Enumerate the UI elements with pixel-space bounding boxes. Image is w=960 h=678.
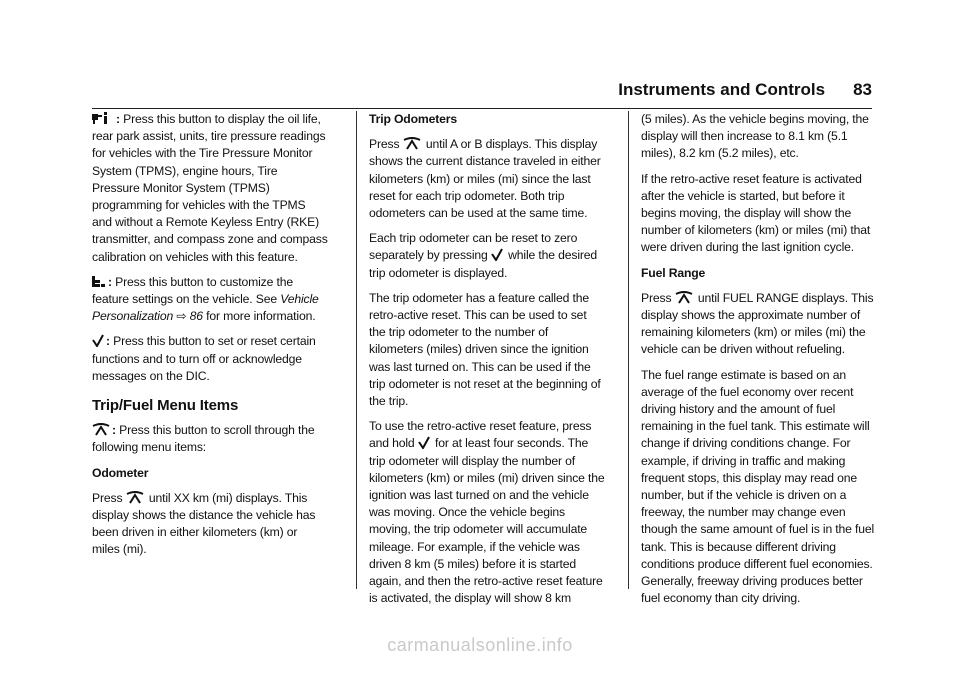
column-2 [369, 111, 605, 615]
paragraph-fuel-1: (5 miles). As the vehicle begins moving, the display will then increase to 8.1 km (5.1 miles), 8.2 km (5.2 miles), etc. [641, 112, 869, 161]
personalization-text-b: for more information. [202, 309, 316, 324]
paragraph-fuel-3 [641, 290, 877, 359]
select-sep: : [106, 334, 114, 349]
paragraph-personalization [92, 274, 328, 326]
thumbwheel-icon [403, 137, 421, 150]
page-number: 83 [853, 80, 872, 99]
trip-reset-text-a: Each trip odometer can be reset to zero separately by pressing [369, 231, 578, 263]
thumbwheel-icon [126, 491, 144, 504]
paragraph-trip-2 [369, 230, 605, 282]
paragraph-odometer [92, 490, 328, 559]
column-divider-1 [356, 111, 357, 589]
fuel-text-b: until FUEL RANGE displays. This display shows the approximate number of remaining kilometers (km) or miles (mi) the vehicle can be driven without refueling. [641, 290, 874, 357]
personalization-page-ref[interactable]: 86 [189, 309, 203, 324]
column-1 [92, 111, 328, 567]
paragraph-fuel-4: The fuel range estimate is based on an average of the fuel economy over recent driving history and the amount of fuel remaining in the fuel tank. This estimate will change if driving conditions change. For example, if driving in traffic and making frequent stops, this display may read one number, but if the vehicle is driven on a freeway, the number may change even though the same amount of fuel is in the fuel tank. This is because different driving conditions produce different fuel economies. Generally, freeway driving produces better fuel economy than city driving. [641, 367, 875, 606]
section-title: Instruments and Controls [618, 80, 826, 99]
header-rule [92, 108, 872, 109]
column-3 [641, 111, 877, 615]
trip-text-a: Press [369, 137, 403, 152]
fuel-range-heading: Fuel Range [641, 265, 706, 280]
personalization-link[interactable]: Vehicle Personalization [92, 292, 319, 324]
link-arrow-icon: ⇨ [176, 309, 187, 324]
trip-text-b: until A or B displays. This display shows the current distance traveled in either kilometers (km) or miles (mi) since the last reset for each trip odometer. Both trip odometers can be used at the same time. [369, 137, 601, 221]
odometer-heading: Odometer [92, 465, 149, 480]
column-divider-2 [628, 111, 629, 589]
vehicle-info-icon [92, 112, 114, 125]
thumbwheel-icon [675, 291, 693, 304]
vehicle-info-text: Press this button to display the oil life, rear park assist, units, tire pressure readings for vehicles with the Tire Pressure Monitor System (TPMS), engine hours, Tire Pressure Monitor System (TPMS) programming for vehicles with the TPMS and without a Remote Keyless Entry (RKE) transmitter, and compass zone and compass calibration on vehicles with this feature. [92, 112, 328, 264]
trip-odometers-heading: Trip Odometers [369, 112, 457, 126]
watermark: carmanualsonline.info [387, 635, 573, 655]
retro-text-a: To use the retro-active reset feature, press and hold [369, 419, 592, 451]
page-header [618, 80, 872, 100]
paragraph-vehicle-info [92, 111, 328, 266]
paragraph-trip-3: The trip odometer has a feature called the retro-active reset. This can be used to set the trip odometer to the number of kilometers (miles) driven since the ignition was last turned on. This can be used if the trip odometer is not reset at the beginning of the trip. [369, 290, 601, 409]
checkmark-icon [418, 436, 430, 449]
scroll-sep: : [112, 423, 120, 438]
paragraph-trip-4 [369, 418, 605, 607]
fuel-text-a: Press [641, 290, 675, 305]
personalization-sep: : [108, 274, 116, 289]
paragraph-select [92, 333, 328, 385]
settings-list-icon [92, 275, 106, 288]
checkmark-icon [92, 334, 104, 347]
odometer-text-b: until XX km (mi) displays. This display shows the distance the vehicle has been driven in either kilometers (km) or miles (mi). [92, 490, 316, 557]
paragraph-trip-1 [369, 136, 605, 222]
checkmark-icon [491, 248, 503, 261]
trip-fuel-heading: Trip/Fuel Menu Items [92, 397, 239, 415]
paragraph-fuel-2: If the retro-active reset feature is activated after the vehicle is started, but before it begins moving, the display will show the number of kilometers (km) or miles (mi) that were driven during the last ignition cycle. [641, 171, 871, 255]
paragraph-scroll [92, 422, 328, 456]
odometer-text-a: Press [92, 490, 126, 505]
select-text: Press this button to set or reset certain functions and to turn off or acknowledge messages on the DIC. [92, 334, 316, 383]
vehicle-info-sep: : [116, 112, 124, 126]
retro-text-b: for at least four seconds. The trip odometer will display the number of kilometers (km) or miles (mi) driven since the ignition was last turned on and the vehicle was moving. Once the vehicle begins moving, the trip odometer will accumulate mileage. For example, if the vehicle was driven 8 km (5 miles) before it is started again, and then the retro-active reset feature is activated, the display will show 8 km [369, 436, 605, 606]
thumbwheel-icon [92, 423, 110, 436]
trip-reset-text-b: while the desired trip odometer is displayed. [369, 248, 598, 280]
personalization-text-a: Press this button to customize the feature settings on the vehicle. See [92, 274, 293, 307]
scroll-text: Press this button to scroll through the following menu items: [92, 423, 315, 455]
